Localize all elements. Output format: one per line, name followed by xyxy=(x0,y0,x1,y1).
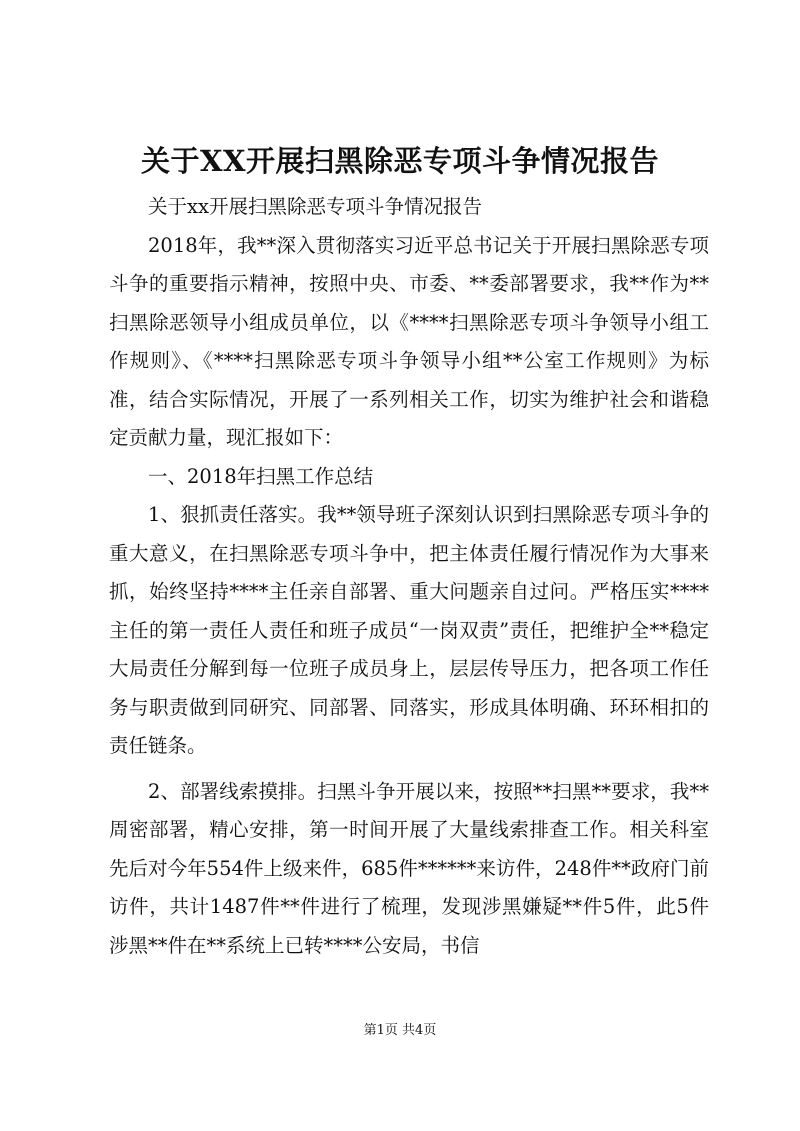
subtitle-paragraph: 关于xx开展扫黑除恶专项斗争情况报告 xyxy=(148,195,482,218)
intro-paragraph: 2018年，我**深入贯彻落实习近平总书记关于开展扫黑除恶专项斗争的重要指示精神，按照中央、市委、**委部署要求，我**作为**扫黑除恶领导小组成员单位，以《****扫黑除恶专项斗争领导小组工作规则》、《****扫黑除恶专项斗争领导小组**公室工作规则》为标准，结合实际情况，开展了一系列相关工作，切实为维护社会和谐稳定贡献力量，现汇报如下： xyxy=(109,233,709,449)
clue-investigation-paragraph: 2、部署线索摸排。扫黑斗争开展以来，按照**扫黑**要求，我**周密部署，精心安排，第一时间开展了大量线索排查工作。相关科室先后对今年554件上级来件，685件******来访件，248件**政府门前访件，共计1487件**件进行了梳理，发现涉黑嫌疑**件5件，此5件涉黑**件在**系统上已转****公安局，书信 xyxy=(109,779,709,957)
page-footer: 第1页 共4页 xyxy=(363,1023,437,1038)
section-heading: 一、2018年扫黑工作总结 xyxy=(148,464,374,488)
document-body xyxy=(109,188,709,965)
document-title: 关于XX开展扫黑除恶专项斗争情况报告 xyxy=(140,144,659,178)
responsibility-paragraph: 1、狠抓责任落实。我**领导班子深刻认识到扫黑除恶专项斗争的重大意义，在扫黑除恶专项斗争中，把主体责任履行情况作为大事来抓，始终坚持****主任亲自部署、重大问题亲自过问。严格压实****主任的第一责任人责任和班子成员“一岗双责”责任，把维护全**稳定大局责任分解到每一位班子成员身上，层层传导压力，把各项工作任务与职责做到同研究、同部署、同落实，形成具体明确、环环相扣的责任链条。 xyxy=(109,503,709,757)
